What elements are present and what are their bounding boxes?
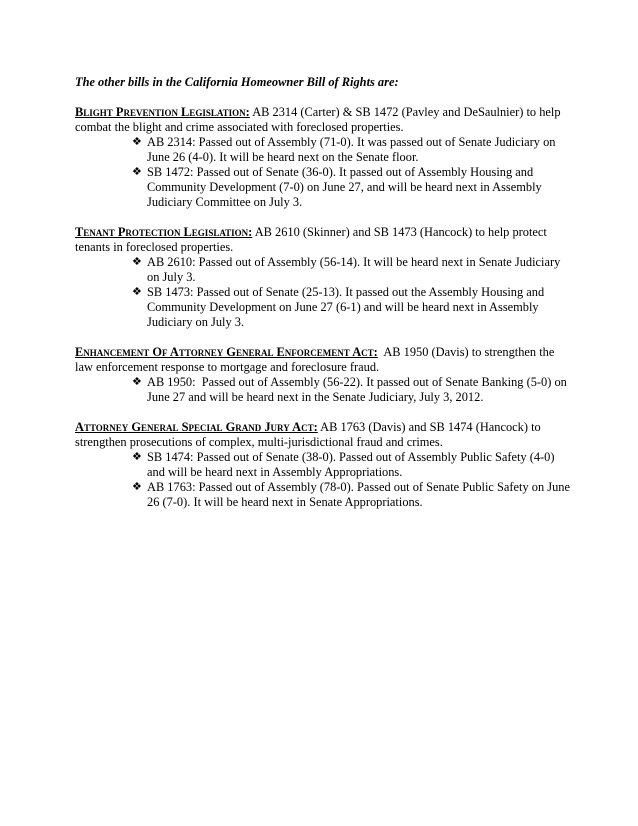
bullet-item <box>132 255 575 285</box>
bullet-item <box>132 375 575 405</box>
section-blight-prevention <box>75 105 575 210</box>
section-grand-jury <box>75 420 575 510</box>
diamond-bullet-icon: ❖ <box>132 256 142 268</box>
diamond-bullet-icon: ❖ <box>132 481 142 493</box>
section-body: AB 1763 (Davis) and SB 1474 (Hancock) to strengthen prosecutions of complex, multi-jurisdictional fraud and crimes. <box>75 420 541 449</box>
section-ag-enforcement <box>75 345 575 405</box>
bullet-text: AB 1763: Passed out of Assembly (78-0). Passed out of Senate Public Safety on June 26 (7-0). It will be heard next in Senate Appropriations. <box>147 480 570 509</box>
bullet-item <box>132 480 575 510</box>
document-page <box>75 75 575 525</box>
diamond-bullet-icon: ❖ <box>132 451 142 463</box>
bullet-item <box>132 135 575 165</box>
bullet-text: SB 1473: Passed out of Senate (25-13). It passed out the Assembly Housing and Community Development on June 27 (6-1) and will be heard next in Assembly Judiciary on July 3. <box>147 285 545 329</box>
section-body: AB 2314 (Carter) & SB 1472 (Pavley and DeSaulnier) to help combat the blight and crime associated with foreclosed properties. <box>75 105 561 134</box>
bullet-text: AB 1950: Passed out of Assembly (56-22). It passed out of Senate Banking (5-0) on June 27 and will be heard next in the Senate Judiciary, July 3, 2012. <box>147 375 570 404</box>
section-paragraph <box>75 345 575 375</box>
bullet-item <box>132 165 575 210</box>
section-heading: Attorney General Special Grand Jury Act: <box>75 420 318 434</box>
bullet-text: SB 1474: Passed out of Senate (38-0). Passed out of Assembly Public Safety (4-0) and will be heard next in Assembly Appropriations. <box>147 450 555 479</box>
section-tenant-protection <box>75 225 575 330</box>
diamond-bullet-icon: ❖ <box>132 166 142 178</box>
bullet-item <box>132 450 575 480</box>
bullet-text: AB 2610: Passed out of Assembly (56-14). It will be heard next in Senate Judiciary on July 3. <box>147 255 561 284</box>
section-paragraph <box>75 420 575 450</box>
bullet-list <box>75 135 575 210</box>
section-paragraph <box>75 105 575 135</box>
bullet-item <box>132 285 575 330</box>
section-body: AB 1950 (Davis) to strengthen the law enforcement response to mortgage and foreclosure fraud. <box>75 345 558 374</box>
bullet-text: AB 2314: Passed out of Assembly (71-0). It was passed out of Senate Judiciary on June 26 (4-0). It will be heard next on the Senate floor. <box>147 135 556 164</box>
diamond-bullet-icon: ❖ <box>132 286 142 298</box>
bullet-list <box>75 450 575 510</box>
intro-line: The other bills in the California Homeowner Bill of Rights are: <box>75 75 399 89</box>
section-paragraph <box>75 225 575 255</box>
diamond-bullet-icon: ❖ <box>132 376 142 388</box>
section-heading: Tenant Protection Legislation: <box>75 225 253 239</box>
bullet-list <box>75 375 575 405</box>
section-body: AB 2610 (Skinner) and SB 1473 (Hancock) to help protect tenants in foreclosed properties. <box>75 225 547 254</box>
section-heading: Enhancement Of Attorney General Enforcement Act: <box>75 345 378 359</box>
bullet-list <box>75 255 575 330</box>
bullet-text: SB 1472: Passed out of Senate (36-0). It passed out of Assembly Housing and Community Development (7-0) on June 27, and will be heard next in Assembly Judiciary Committee on July 3. <box>147 165 542 209</box>
diamond-bullet-icon: ❖ <box>132 136 142 148</box>
section-heading: Blight Prevention Legislation: <box>75 105 250 119</box>
